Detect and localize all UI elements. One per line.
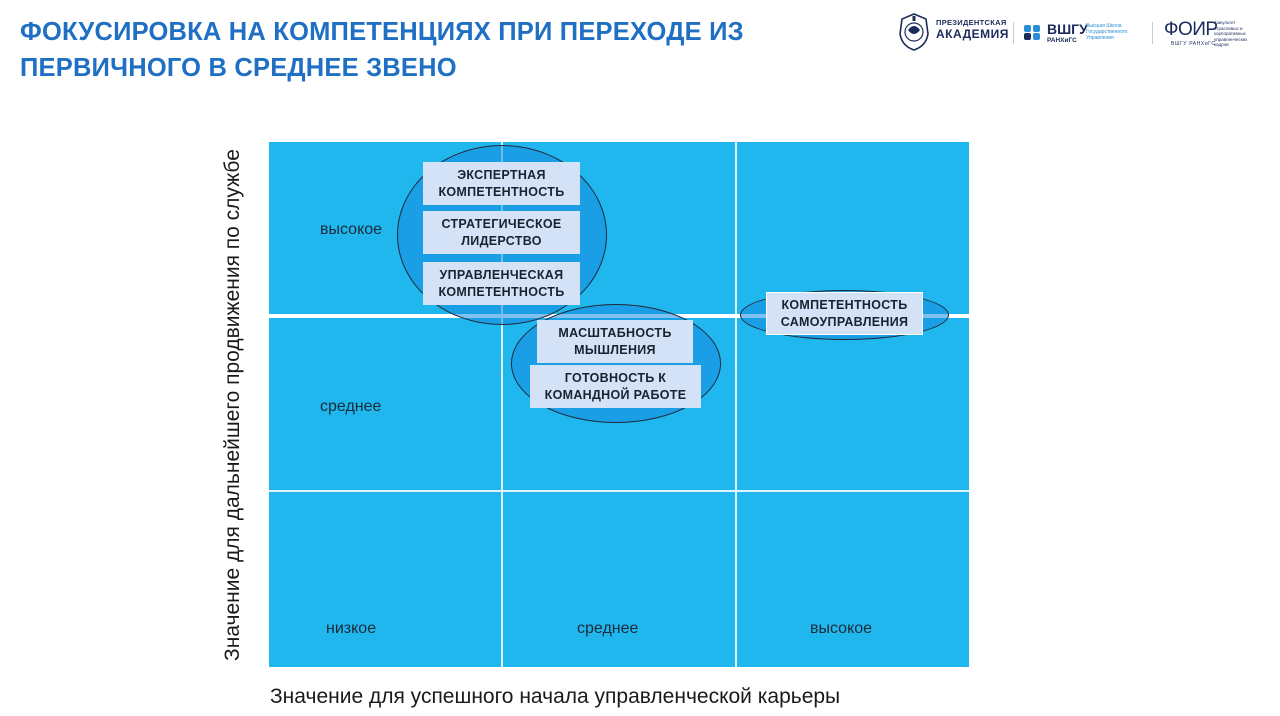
vshgu-mark-icon	[1023, 22, 1043, 42]
logo-foir-sub: ВШГУ РАНХиГС	[1171, 41, 1216, 47]
logo-foir-desc: факультет отраслевых и корпоративных управленческих кадров	[1214, 20, 1248, 47]
logo-separator	[1013, 22, 1014, 44]
logo-vshgu-big: ВШГУ	[1047, 21, 1088, 37]
slide-title-line-1: ФОКУСИРОВКА НА КОМПЕТЕНЦИЯХ ПРИ ПЕРЕХОДЕ ИЗ	[20, 18, 744, 46]
grid-line-vertical	[735, 142, 737, 667]
logo-vshgu-sub: РАНХиГС	[1047, 37, 1077, 44]
logo-foir-big: ФОИР	[1164, 19, 1218, 40]
competency-strategic-leadership: СТРАТЕГИЧЕСКОЕ ЛИДЕРСТВО	[423, 211, 580, 254]
y-level-low: низкое	[326, 620, 377, 637]
grid-line-horizontal	[269, 490, 969, 492]
slide-title	[20, 14, 780, 86]
logo-separator	[1152, 22, 1153, 44]
x-level-medium: среднее	[577, 620, 639, 637]
header-logos	[896, 8, 1266, 56]
competency-teamwork: ГОТОВНОСТЬ К КОМАНДНОЙ РАБОТЕ	[530, 365, 701, 408]
logo-vshgu-desc: Высшая Школа Государственного Управления	[1086, 23, 1128, 41]
presidential-academy-seal-icon	[896, 12, 932, 52]
x-level-high: высокое	[810, 620, 873, 637]
competency-self-management: КОМПЕТЕНТНОСТЬ САМОУПРАВЛЕНИЯ	[766, 292, 923, 335]
y-level-medium: среднее	[320, 398, 382, 415]
competency-managerial: УПРАВЛЕНЧЕСКАЯ КОМПЕТЕНТНОСТЬ	[423, 262, 580, 305]
logo-presidential-big: АКАДЕМИЯ	[936, 27, 1009, 41]
x-axis-title: Значение для успешного начала управленческой карьеры	[270, 685, 841, 708]
competency-expert: ЭКСПЕРТНАЯ КОМПЕТЕНТНОСТЬ	[423, 162, 580, 205]
logo-presidential-small: ПРЕЗИДЕНТСКАЯ	[936, 18, 1007, 27]
competency-scale-of-thinking: МАСШТАБНОСТЬ МЫШЛЕНИЯ	[537, 320, 693, 363]
slide-title-line-2: ПЕРВИЧНОГО В СРЕДНЕЕ ЗВЕНО	[20, 54, 457, 82]
y-axis-title: Значение для дальнейшего продвижения по службе	[221, 149, 244, 661]
y-level-high: высокое	[320, 221, 383, 238]
